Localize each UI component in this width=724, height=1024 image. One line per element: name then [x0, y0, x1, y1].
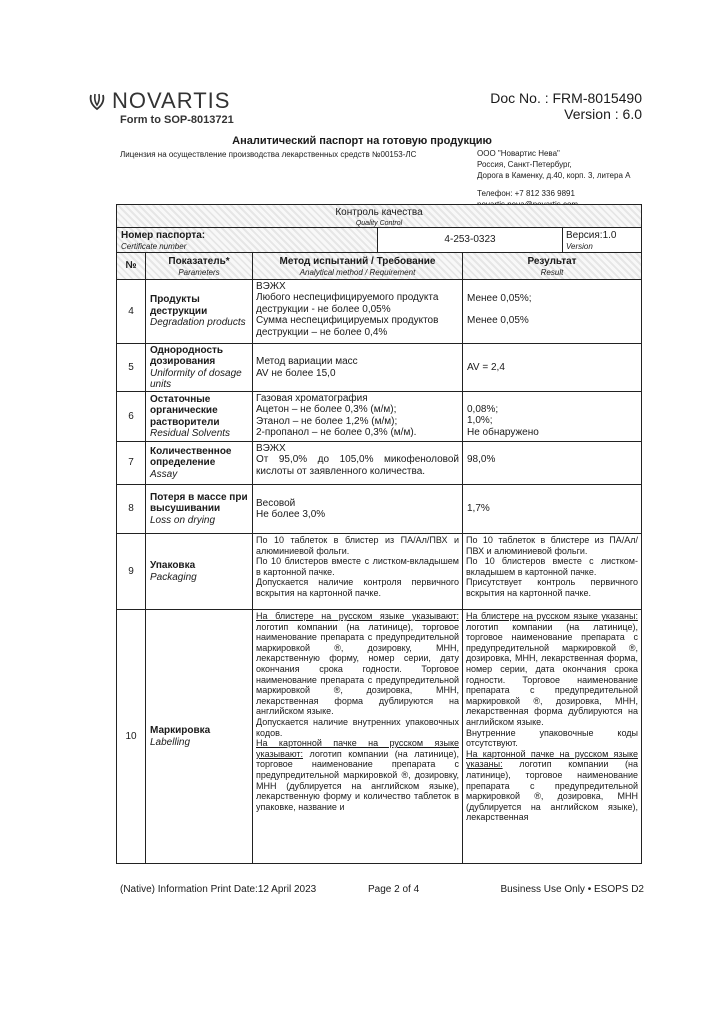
row-8-no: 8 [116, 484, 146, 534]
row-7-param: Количественное определение Assay [145, 441, 253, 485]
row-10-result: На блистере на русском языке указаны: логотип компании (на латинице), торговое наименование препарата с предупредительной маркировкой ®, дозировка, МНН, лекарственная форма, номер серии, дата окончания срока годности. Торговое наименование препарата с предупредительной маркировкой ®, дозировка, МНН, лекарственная форма дублируются на английском языке. Внутренние упаковочные коды отсутствуют. На картонной пачке на русском языке указаны: логотип компании (на латинице), торговое наименование препарата с предупредительной маркировкой ®, дозировка, МНН (дублируется на английском языке), лекарственная [462, 609, 642, 864]
row-5-method: Метод вариации масс AV не более 15,0 [252, 343, 463, 392]
row-9-param: Упаковка Packaging [145, 533, 253, 610]
cert-version-cell [562, 227, 642, 253]
row-5-param: Однородность дозирования Uniformity of dosage units [145, 343, 253, 392]
row-9-no: 9 [116, 533, 146, 610]
row-10-param: Маркировка Labelling [145, 609, 253, 864]
row-4-param: Продукты деструкции Degradation products [145, 279, 253, 344]
company-name: ООО "Новартис Нева" [477, 149, 560, 158]
row-6-param: Остаточные органические растворители Residual Solvents [145, 391, 253, 442]
page-number: Page 2 of 4 [368, 884, 420, 895]
row-8-result: 1,7% [462, 484, 642, 534]
qc-title: Контроль качества [335, 207, 423, 218]
row-10-method: На блистере на русском языке указывают: логотип компании (на латинице), торговое наименование препарата с предупредительной маркировкой ®, дозировку, МНН, лекарственную форму, номер серии, дату окончания срока годности. Торговое наименование препарата с предупредительной маркировкой ®, дозировка, МНН, лекарственная форма дублируются на английском языке. Допускается наличие внутренних упаковочных кодов. На картонной пачке на русском языке указывают: логотип компании (на латинице), торговое наименование препарата с предупредительной маркировкой ®, дозировку, МНН (дублируется на английском языке), лекарственную форму и количество таблеток в упаковке, название и [252, 609, 463, 864]
company-address: Дорога в Каменку, д.40, корп. 3, литера А [477, 171, 631, 180]
col-header-no: № [116, 252, 146, 280]
brand-name: NOVARTIS [112, 88, 231, 113]
form-reference: Form to SOP-8013721 [120, 114, 234, 126]
row-6-no: 6 [116, 391, 146, 442]
row-5-no: 5 [116, 343, 146, 392]
cert-label-en: Certificate number [121, 242, 187, 252]
row-8-method: Весовой Не более 3,0% [252, 484, 463, 534]
row-5-result: AV = 2,4 [462, 343, 642, 392]
doc-number: Doc No. : FRM-8015490 [490, 90, 642, 106]
classification: Business Use Only • ESOPS D2 [500, 884, 644, 895]
row-9-method: По 10 таблеток в блистер из ПА/Ал/ПВХ и алюминиевой фольги. По 10 блистеров вместе с листком-вкладышем в картонной пачке. Допускается наличие контроля первичного вскрытия на картонной пачке. [252, 533, 463, 610]
row-9-result: По 10 таблеток в блистере из ПА/Ал/ПВХ и алюминиевой фольги. По 10 блистеров вместе с листком-вкладышем в картонной пачке. Присутствует контроль первичного вскрытия на картонной пачке. [462, 533, 642, 610]
license-text: Лицензия на осуществление производства лекарственных средств №00153-ЛС [120, 150, 417, 159]
row-4-no: 4 [116, 279, 146, 344]
doc-version: Version : 6.0 [564, 106, 642, 122]
row-4-method: ВЭЖХ Любого неспецифицируемого продукта деструкции - не более 0,05% Сумма неспецифицируемых продуктов деструкции – не более 0,4% [252, 279, 463, 344]
row-6-method: Газовая хроматография Ацетон – не более 0,3% (м/м); Этанол – не более 1,2% (м/м); 2-пропанол – не более 0,3% (м/м). [252, 391, 463, 442]
novartis-logo [86, 88, 230, 114]
row-7-method: ВЭЖХ От 95,0% до 105,0% микофеноловой кислоты от заявленного количества. [252, 441, 463, 485]
col-header-result: Результат Result [462, 252, 642, 280]
row-4-result: Менее 0,05%; Менее 0,05% [462, 279, 642, 344]
print-info: (Native) Information Print Date:12 April 2023 [120, 884, 317, 895]
cert-number: 4-253-0323 [444, 234, 496, 246]
row-7-no: 7 [116, 441, 146, 485]
qc-title-row [116, 204, 642, 228]
cert-label-cell [116, 227, 378, 253]
company-city: Россия, Санкт-Петербург, [477, 160, 572, 169]
company-block [477, 148, 630, 210]
row-8-param: Потеря в массе при высушивании Loss on drying [145, 484, 253, 534]
row-7-result: 98,0% [462, 441, 642, 485]
qc-title-en: Quality Control [355, 220, 403, 228]
col-header-param: Показатель* Parameters [145, 252, 253, 280]
company-phone: Телефон: +7 812 336 9891 [477, 189, 575, 198]
document-title: Аналитический паспорт на готовую продукцию [232, 135, 492, 147]
cert-version: Версия:1.0 [566, 230, 617, 241]
row-10-no: 10 [116, 609, 146, 864]
cert-number-cell [377, 227, 563, 253]
cert-version-en: Version [566, 242, 593, 252]
novartis-flame-icon [86, 91, 108, 113]
row-6-result: 0,08%; 1,0%; Не обнаружено [462, 391, 642, 442]
col-header-method: Метод испытаний / Требование Analytical method / Requirement [252, 252, 463, 280]
cert-label: Номер паспорта: [121, 230, 206, 241]
